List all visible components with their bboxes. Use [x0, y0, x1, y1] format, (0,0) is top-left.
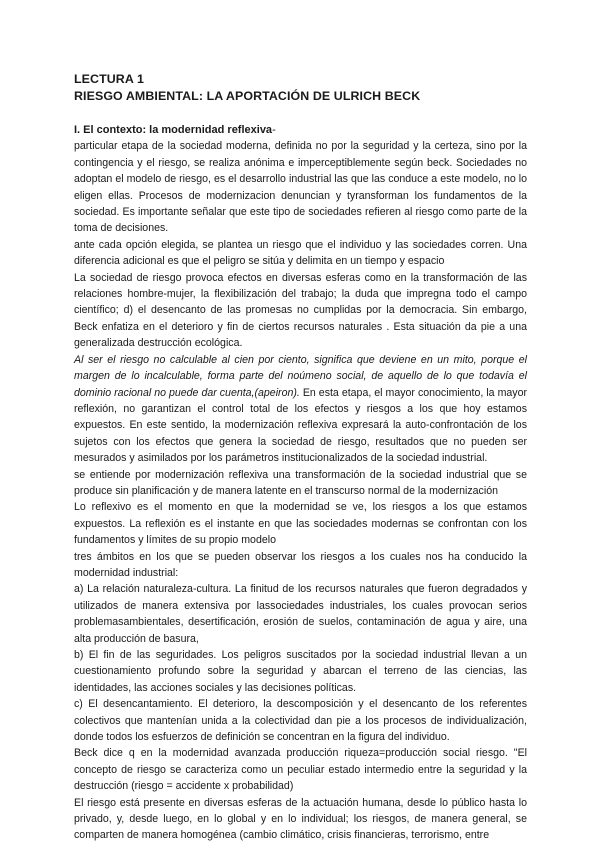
document-title: RIESGO AMBIENTAL: LA APORTACIÓN DE ULRICH BECK [74, 89, 421, 103]
document-body [74, 138, 527, 843]
section-heading-dash: - [272, 124, 276, 136]
paragraph-11: Beck dice q en la modernidad avanzada producción riqueza=producción social riesgo. "El concepto de riesgo se caracteriza como un peculiar estado intermedio entre la seguridad y la destrucción (riesgo = accidente x probabilidad) [74, 747, 527, 793]
paragraph-2: ante cada opción elegida, se plantea un riesgo que el individuo y las sociedades corren. Una diferencia adicional es que el peligro se sitúa y delimita en un tiempo y espacio [74, 238, 527, 268]
paragraph-6: Lo reflexivo es el momento en que la modernidad se ve, los riesgos a los que estamos expuestos. La reflexión es el instante en que las sociedades modernas se confrontan con los fundamentos y límites de su propio modelo [74, 501, 527, 547]
document-page [74, 71, 527, 844]
paragraph-1: particular etapa de la sociedad moderna, definida no por la seguridad y la certeza, sino por la contingencia y el riesgo, se realiza anónima e imperceptiblemente según beck. Sociedades no adoptan el modelo de riesgo, es el desarrollo industrial las que las conduce a este modelo, no lo eligen ellas. Procesos de modernizacion denuncian y tyransforman los fundamentos de la sociedad. Es importante señalar que este tipo de sociedades refieren al riesgo como parte de la toma de decisiones. [74, 140, 527, 235]
paragraph-12: El riesgo está presente en diversas esferas de la actuación humana, desde lo público hasta lo privado, y, desde luego, en lo global y en lo individual; los riesgos, de manera general, se comparten de manera homogénea (cambio climático, crisis financieras, terrorismo, entre [74, 796, 527, 842]
paragraph-4-text: En esta etapa, el mayor conocimiento, la mayor reflexión, no garantizan el control total de los efectos y riesgos a los que hoy estamos expuestos. En este sentido, la modernización reflexiva expresará la auto-confrontación de los sujetos con los efectos que genera la sociedad de riesgo, resultados que no pueden ser mesurados y asimilados por los parámetros institucionalizados de la sociedad industrial. [74, 386, 527, 465]
title-spacer [74, 105, 527, 122]
section-heading [74, 122, 527, 138]
lecture-number: LECTURA 1 [74, 72, 144, 86]
paragraph-9: b) El fin de las seguridades. Los peligros suscitados por la sociedad industrial llevan a un cuestionamiento profundo sobre la seguridad y abarcan el terreno de las ciencias, las identidades, las acciones sociales y las decisiones políticas. [74, 649, 527, 694]
paragraph-7: tres ámbitos en los que se pueden observar los riesgos a los cuales nos ha conducido la modernidad industrial: [74, 550, 527, 579]
italic-passage: Al ser el riesgo no calculable al cien por ciento, significa que deviene en un mito, porque el margen de lo incalculable, forma parte del noúmeno social, de aquello de lo que todavía el dominio racional no puede dar cuenta,(apeiron). [74, 353, 527, 399]
paragraph-3: La sociedad de riesgo provoca efectos en diversas esferas como en la transformación de las relaciones hombre-mujer, la flexibilización del trabajo; la duda que impregna todo el campo científico; d) el desencanto de las promesas no cumplidas por la democracia. Sin embargo, Beck enfatiza en el deterioro y fin de ciertos recursos naturales . Esta situación da pie a una generalizada destrucción ecológica. [74, 271, 527, 350]
paragraph-10: c) El desencantamiento. El deterioro, la descomposición y el desencanto de los referentes colectivos que mantenían unida a la colectividad dan pie a los procesos de individualización, donde todos los esfuerzos de definición se concentran en la figura del individuo. [74, 698, 527, 744]
paragraph-4 [74, 352, 527, 467]
paragraph-5: se entiende por modernización reflexiva una transformación de la sociedad industrial que se produce sin planificación y de manera latente en el transcurso normal de la modernización [74, 468, 527, 497]
section-heading-text: I. El contexto: la modernidad reflexiva [74, 124, 273, 136]
paragraph-8: a) La relación naturaleza-cultura. La finitud de los recursos naturales que fueron degradados y utilizados de manera extensiva por lassociedades industriales, los cuales provocan serios problemasambientales, desertificación, erosión de suelos, contaminación de agua y aire, una alta producción de basura, [74, 583, 527, 645]
